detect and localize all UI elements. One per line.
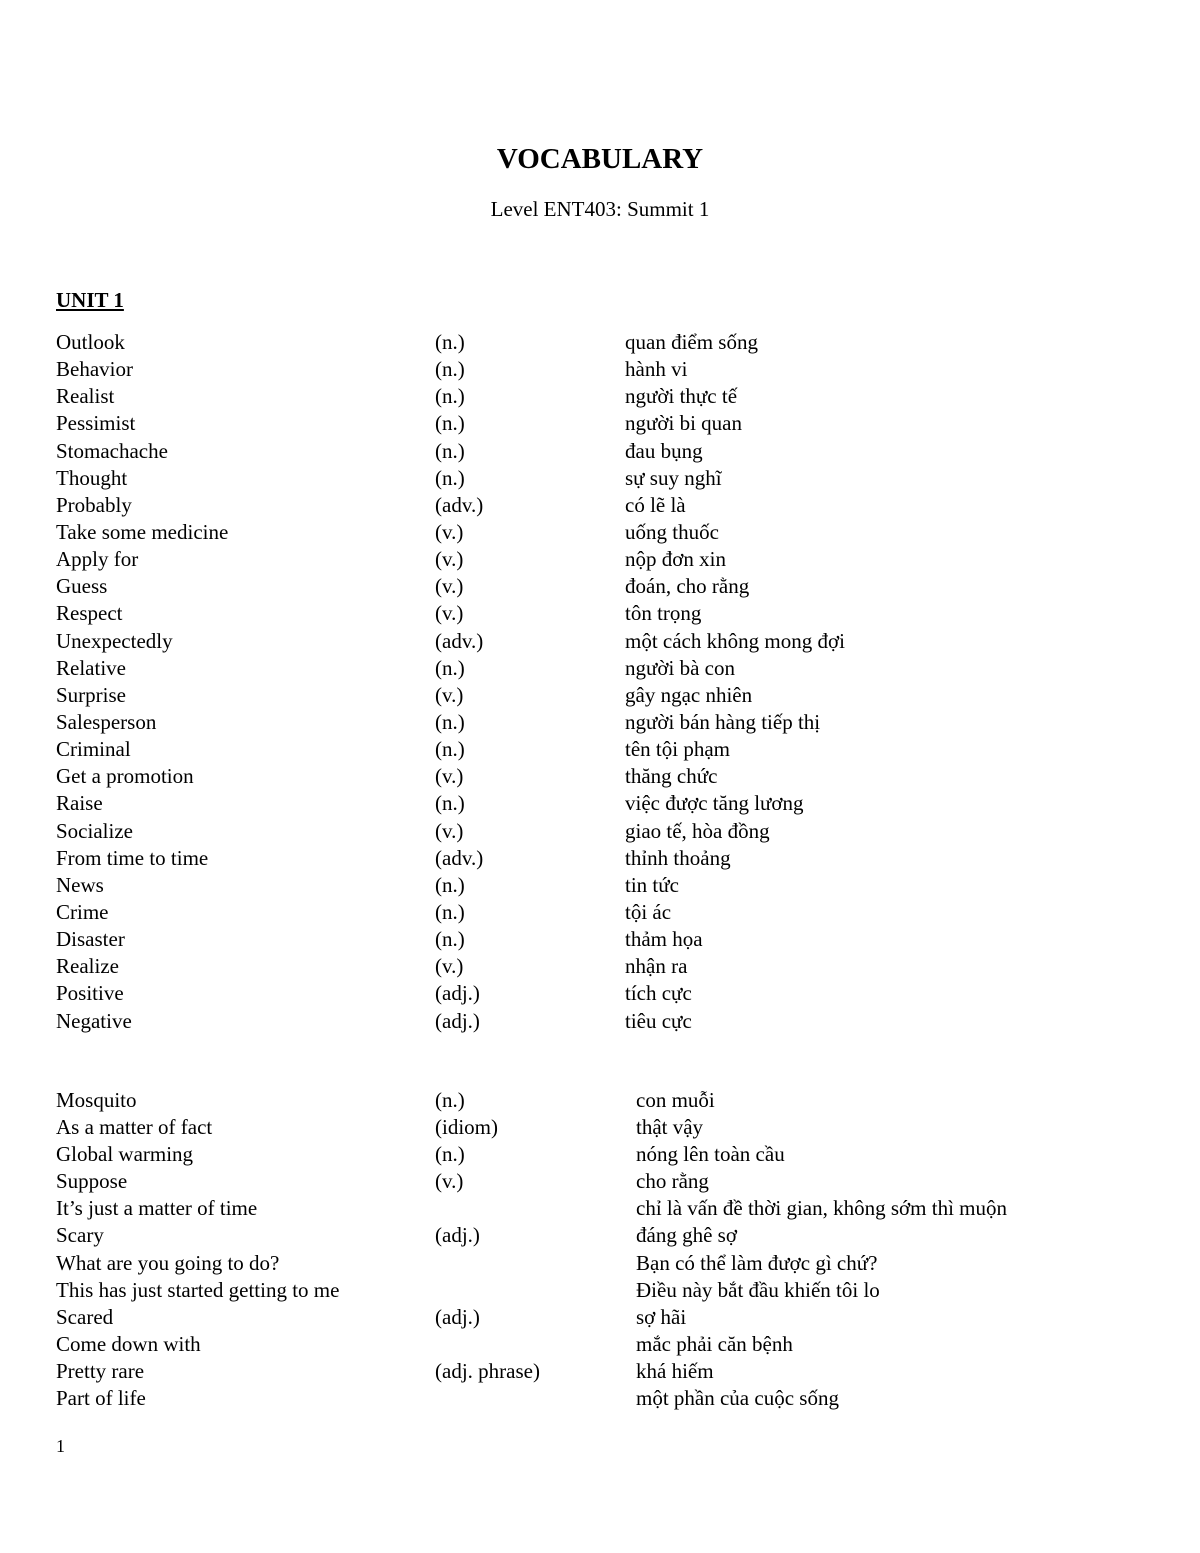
vocab-definition: tích cực <box>625 981 692 1006</box>
vocab-part-of-speech: (n.) <box>435 411 465 436</box>
vocab-definition: nhận ra <box>625 954 688 979</box>
vocab-row <box>0 1222 1200 1249</box>
vocab-term: It’s just a matter of time <box>56 1196 258 1221</box>
vocab-row <box>0 655 1200 682</box>
vocab-part-of-speech: (n.) <box>435 357 465 382</box>
vocab-term: As a matter of fact <box>56 1115 213 1140</box>
vocab-row <box>0 872 1200 899</box>
vocab-part-of-speech: (n.) <box>435 872 465 897</box>
vocab-term: Come down with <box>56 1331 201 1356</box>
vocab-row <box>0 1358 1200 1385</box>
level-subtitle: Level ENT403: Summit 1 <box>490 197 710 221</box>
vocab-row <box>0 1277 1200 1304</box>
vocab-definition: quan điểm sống <box>625 330 758 354</box>
vocab-row <box>0 438 1200 465</box>
vocab-term: Get a promotion <box>56 764 194 789</box>
vocab-row <box>0 383 1200 410</box>
vocab-term: Unexpectedly <box>56 628 173 653</box>
vocab-part-of-speech: (n.) <box>435 737 465 762</box>
vocab-row <box>0 1087 1200 1114</box>
vocab-part-of-speech: (n.) <box>435 330 465 354</box>
vocab-row <box>0 329 1200 356</box>
vocab-term: Realize <box>56 954 119 979</box>
vocab-row <box>0 465 1200 492</box>
vocab-term: Behavior <box>56 357 133 382</box>
vocab-row <box>0 519 1200 546</box>
vocab-term: Pretty rare <box>56 1358 145 1383</box>
vocab-row <box>0 573 1200 600</box>
vocab-part-of-speech: (v.) <box>435 1169 464 1194</box>
vocab-part-of-speech: (v.) <box>435 954 464 979</box>
vocab-definition: tiêu cực <box>625 1008 692 1033</box>
vocab-term: Pessimist <box>56 411 136 436</box>
vocab-definition: chỉ là vấn đề thời gian, không sớm thì muộn <box>636 1196 1007 1221</box>
vocab-row <box>0 1114 1200 1141</box>
vocab-list-phrases <box>0 1087 1200 1412</box>
vocab-row <box>0 682 1200 709</box>
vocab-part-of-speech: (adj.) <box>435 1223 480 1248</box>
vocab-definition: đoán, cho rằng <box>625 574 750 599</box>
vocab-row <box>0 790 1200 817</box>
vocab-term: Suppose <box>56 1169 128 1194</box>
vocab-part-of-speech: (n.) <box>435 927 465 952</box>
vocab-term: Realist <box>56 384 115 409</box>
vocab-term: Respect <box>56 601 123 626</box>
vocab-definition: giao tế, hòa đồng <box>625 818 770 843</box>
vocab-definition: tin tức <box>625 872 679 897</box>
vocab-definition: thật vậy <box>636 1115 704 1140</box>
vocab-term: Probably <box>56 492 132 517</box>
vocab-definition: có lẽ là <box>625 492 686 517</box>
vocab-part-of-speech: (adj.) <box>435 981 480 1006</box>
vocab-definition: người bán hàng tiếp thị <box>625 709 821 734</box>
vocab-part-of-speech: (adv.) <box>435 628 484 653</box>
vocab-term: Positive <box>56 981 124 1006</box>
vocab-part-of-speech: (adj. phrase) <box>435 1358 540 1383</box>
vocab-definition: nộp đơn xin <box>625 547 726 572</box>
vocab-row <box>0 1195 1200 1222</box>
vocab-definition: uống thuốc <box>625 519 719 544</box>
vocab-row <box>0 492 1200 519</box>
vocab-row <box>0 1331 1200 1358</box>
vocab-part-of-speech: (n.) <box>435 1088 465 1112</box>
vocab-term: What are you going to do? <box>56 1250 280 1275</box>
vocab-part-of-speech: (v.) <box>435 818 464 843</box>
vocab-definition: thỉnh thoảng <box>625 845 731 870</box>
vocab-definition: sự suy nghĩ <box>625 465 722 490</box>
vocab-definition: người bà con <box>625 655 735 680</box>
vocab-definition: khá hiếm <box>636 1358 714 1383</box>
vocab-term: Criminal <box>56 737 131 762</box>
vocab-row <box>0 628 1200 655</box>
vocab-row <box>0 356 1200 383</box>
vocab-part-of-speech: (n.) <box>435 465 465 490</box>
vocab-part-of-speech: (n.) <box>435 1142 465 1167</box>
vocab-row <box>0 600 1200 627</box>
vocab-definition: thăng chức <box>625 764 718 789</box>
vocab-part-of-speech: (adj.) <box>435 1304 480 1329</box>
vocab-definition: tôn trọng <box>625 601 702 626</box>
vocab-term: Mosquito <box>56 1088 137 1112</box>
vocab-term: Take some medicine <box>56 519 229 544</box>
vocab-row <box>0 953 1200 980</box>
vocab-row <box>0 763 1200 790</box>
vocab-definition: hành vi <box>625 357 688 382</box>
page-number: 1 <box>56 1436 65 1456</box>
vocab-term: Guess <box>56 574 108 599</box>
vocab-definition: sợ hãi <box>636 1304 687 1329</box>
vocab-row <box>0 1141 1200 1168</box>
vocab-part-of-speech: (adj.) <box>435 1008 480 1033</box>
vocab-row <box>0 899 1200 926</box>
vocab-part-of-speech: (v.) <box>435 519 464 544</box>
vocab-term: Disaster <box>56 927 125 952</box>
vocab-term: Salesperson <box>56 709 157 734</box>
vocab-part-of-speech: (v.) <box>435 601 464 626</box>
vocab-term: Scared <box>56 1304 114 1329</box>
vocab-part-of-speech: (idiom) <box>435 1115 498 1140</box>
vocab-definition: Điều này bắt đầu khiến tôi lo <box>636 1277 880 1302</box>
vocab-term: Crime <box>56 899 109 924</box>
vocab-term: Thought <box>56 465 128 490</box>
vocab-definition: một phần của cuộc sống <box>636 1386 839 1411</box>
vocab-row <box>0 980 1200 1007</box>
vocab-part-of-speech: (n.) <box>435 791 465 816</box>
vocab-row <box>0 736 1200 763</box>
vocab-definition: việc được tăng lương <box>625 791 804 816</box>
vocab-row <box>0 1168 1200 1195</box>
vocab-part-of-speech: (n.) <box>435 709 465 734</box>
vocab-part-of-speech: (n.) <box>435 384 465 409</box>
vocab-row <box>0 926 1200 953</box>
vocab-term: From time to time <box>56 845 209 870</box>
vocab-row <box>0 1304 1200 1331</box>
vocab-definition: người thực tế <box>625 384 738 409</box>
vocab-definition: một cách không mong đợi <box>625 628 845 653</box>
vocab-term: Global warming <box>56 1142 194 1167</box>
vocab-definition: con muỗi <box>636 1088 715 1112</box>
vocab-list-main <box>0 329 1200 1035</box>
vocab-part-of-speech: (v.) <box>435 547 464 572</box>
vocab-definition: mắc phải căn bệnh <box>636 1331 793 1356</box>
vocab-term: Socialize <box>56 818 133 843</box>
vocab-definition: Bạn có thể làm được gì chứ? <box>636 1250 878 1275</box>
vocab-part-of-speech: (adv.) <box>435 492 484 517</box>
vocab-term: Part of life <box>56 1386 146 1411</box>
vocab-definition: gây ngạc nhiên <box>625 682 753 707</box>
vocab-part-of-speech: (v.) <box>435 764 464 789</box>
vocab-term: Stomachache <box>56 438 168 463</box>
vocab-definition: đau bụng <box>625 438 703 463</box>
vocab-row <box>0 410 1200 437</box>
vocab-row <box>0 546 1200 573</box>
vocab-term: Negative <box>56 1008 132 1033</box>
vocab-part-of-speech: (adv.) <box>435 845 484 870</box>
vocab-term: This has just started getting to me <box>56 1277 340 1302</box>
vocab-definition: cho rằng <box>636 1169 709 1194</box>
vocab-part-of-speech: (v.) <box>435 574 464 599</box>
vocab-row <box>0 709 1200 736</box>
vocab-definition: nóng lên toàn cầu <box>636 1142 785 1167</box>
vocab-term: Scary <box>56 1223 104 1248</box>
vocab-term: News <box>56 872 104 897</box>
vocab-term: Outlook <box>56 330 125 354</box>
vocab-term: Apply for <box>56 547 139 572</box>
vocab-row <box>0 1250 1200 1277</box>
vocab-definition: thảm họa <box>625 927 703 952</box>
vocab-definition: đáng ghê sợ <box>636 1223 737 1248</box>
vocab-row <box>0 1385 1200 1412</box>
vocab-term: Relative <box>56 655 126 680</box>
vocab-definition: tội ác <box>625 899 672 924</box>
vocab-row <box>0 818 1200 845</box>
vocab-definition: tên tội phạm <box>625 737 730 762</box>
vocab-part-of-speech: (n.) <box>435 438 465 463</box>
unit-heading: UNIT 1 <box>56 288 124 312</box>
vocab-term: Raise <box>56 791 103 816</box>
vocab-definition: người bi quan <box>625 411 742 436</box>
vocab-row <box>0 845 1200 872</box>
vocab-term: Surprise <box>56 682 126 707</box>
vocab-part-of-speech: (n.) <box>435 655 465 680</box>
vocab-part-of-speech: (n.) <box>435 899 465 924</box>
page-title: VOCABULARY <box>496 143 704 175</box>
vocab-part-of-speech: (v.) <box>435 682 464 707</box>
vocab-row <box>0 1008 1200 1035</box>
